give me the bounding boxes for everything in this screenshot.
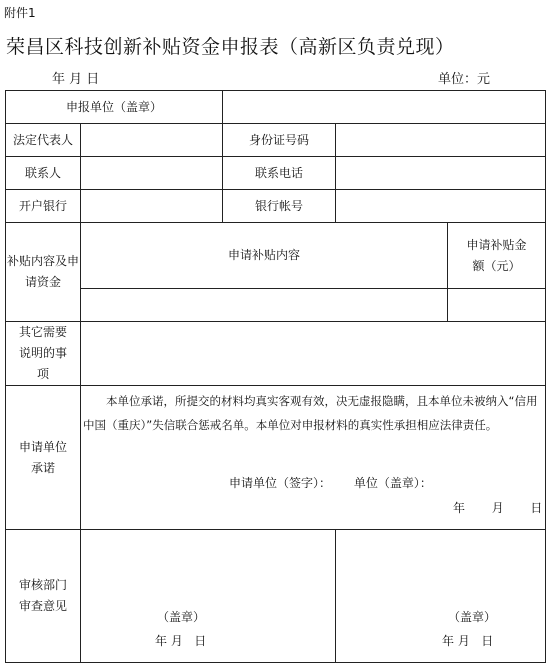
legal-rep-input-cell[interactable] [81,124,223,157]
phone-input-cell[interactable] [336,157,546,190]
review-date-left: 年 月 日 [155,634,207,648]
bank-input-cell[interactable] [81,190,223,223]
currency-unit: 单位：元 [438,72,491,87]
commitment-label-cell [6,386,81,530]
row-contact [6,157,546,190]
other-label: 其它需要说明的事项 [18,325,67,381]
review-date-right: 年 月 日 [442,634,494,648]
review-left-cell[interactable] [81,530,336,663]
review-label: 审核部门审查意见 [18,578,67,613]
id-number-label: 身份证号码 [249,133,310,147]
applicant-label-cell [6,91,223,124]
form-title: 荣昌区科技创新补贴资金申报表（高新区负责兑现） [6,36,455,58]
row-subsidy-header [6,223,546,289]
commitment-text: 本单位承诺，所提交的材料均真实客观有效，决无虚报隐瞒，且本单位未被纳入“信用中国（重庆）”失信联合惩戒名单。本单位对申报材料的真实性承担相应法律责任。 [83,394,538,432]
id-number-label-cell [223,124,336,157]
contact-label-cell [6,157,81,190]
id-number-input-cell[interactable] [336,124,546,157]
review-seal-right: （盖章） [448,610,497,624]
subsidy-label-cell [6,223,81,322]
subsidy-amount-input-cell[interactable] [448,289,546,322]
subsidy-content-header-cell [81,223,448,289]
commitment-date-line: 年 月 日 [453,501,543,515]
row-legal-rep [6,124,546,157]
account-input-cell[interactable] [336,190,546,223]
row-commitment [6,386,546,530]
bank-label: 开户银行 [18,199,67,213]
review-seal-left: （盖章） [157,610,206,624]
phone-label-cell [223,157,336,190]
row-subsidy-entry [6,289,546,322]
commitment-cell [81,386,546,530]
subsidy-content-label: 申请补贴内容 [228,248,301,262]
review-label-cell [6,530,81,663]
applicant-label: 申报单位（盖章） [66,100,163,114]
contact-input-cell[interactable] [81,157,223,190]
row-other [6,322,546,386]
account-label: 银行帐号 [255,199,304,213]
subsidy-amount-label: 申请补贴金额（元） [466,237,527,273]
commitment-signature-line: 申请单位（签字）： 单位（盖章）： [229,476,432,490]
row-applicant [6,91,546,124]
commitment-label: 申请单位承诺 [18,439,67,475]
legal-rep-label: 法定代表人 [12,133,73,147]
subsidy-amount-header-cell [448,223,546,289]
attachment-number: 附件1 [4,6,36,20]
bank-label-cell [6,190,81,223]
account-label-cell [223,190,336,223]
review-right-cell[interactable] [336,530,546,663]
contact-label: 联系人 [24,166,61,180]
row-review [6,530,546,663]
row-bank [6,190,546,223]
subsidy-label: 补贴内容及申请资金 [6,254,79,289]
legal-rep-label-cell [6,124,81,157]
subsidy-content-input-cell[interactable] [81,289,448,322]
header-date: 年 月 日 [52,72,100,87]
phone-label: 联系电话 [255,166,304,180]
application-form-table [5,90,546,663]
other-label-cell [6,322,81,386]
applicant-input-cell[interactable] [223,91,546,124]
other-input-cell[interactable] [81,322,546,386]
